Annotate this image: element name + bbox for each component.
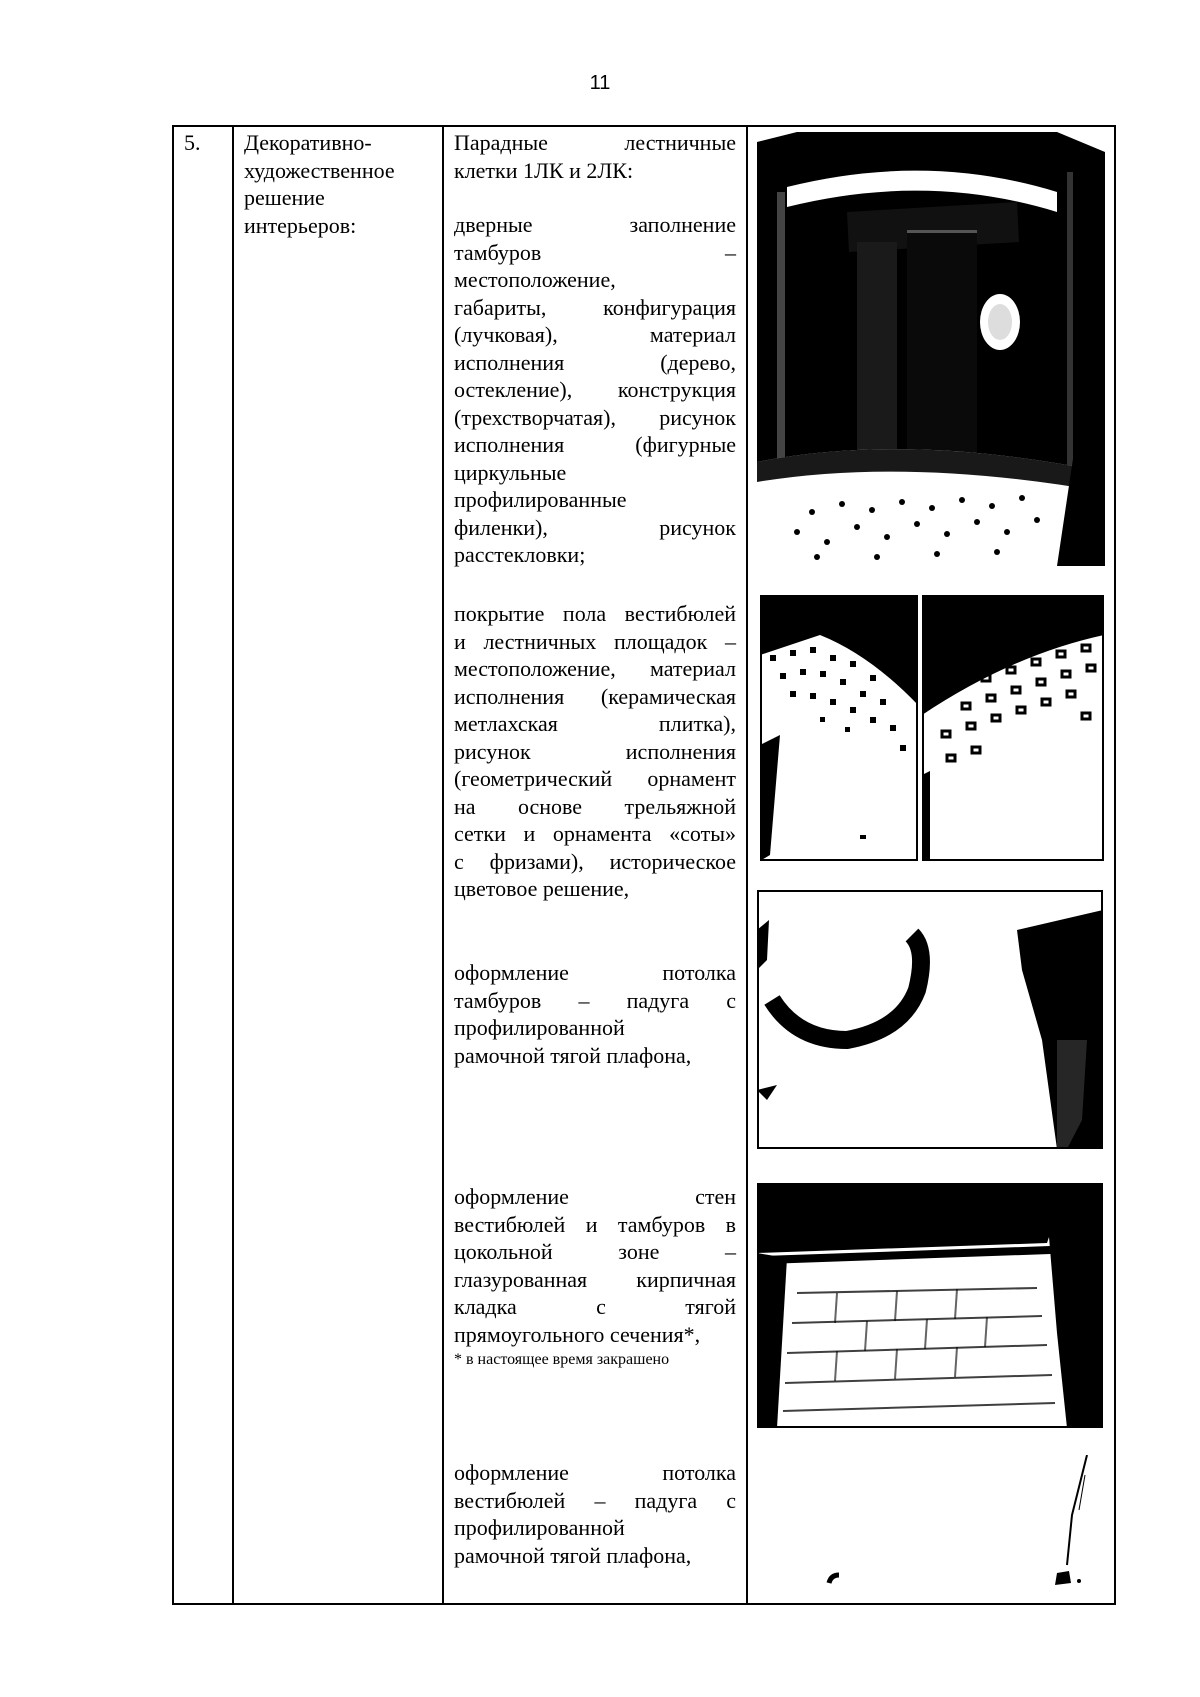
text-line: глазурованная кирпичная <box>454 1266 736 1292</box>
page-number: 11 <box>589 72 611 94</box>
text-line: филенки), рисунок <box>454 514 736 540</box>
text-line: местоположение, материал <box>454 656 736 681</box>
text-line: цокольной зоне – <box>454 1239 736 1264</box>
text-line: профилированные <box>454 487 627 512</box>
text-line: с фризами), историческое <box>454 848 736 874</box>
text-line: вестибюлей и тамбуров в <box>454 1211 736 1237</box>
column-divider-1 <box>232 125 234 1605</box>
text-line: (лучковая), материал <box>454 322 736 347</box>
intro-line: Парадные лестничные <box>454 130 736 155</box>
floor-tiles-photo-right <box>922 595 1104 861</box>
heading-line: Декоративно- <box>244 130 372 155</box>
text-line: метлахская плитка), <box>454 711 736 736</box>
text-line: исполнения (дерево, <box>454 349 736 375</box>
vestibule-ceiling-photo <box>757 890 1103 1149</box>
text-line: цветовое решение, <box>454 876 630 901</box>
heading-line: художественное <box>244 157 395 183</box>
text-line: исполнения (фигурные <box>454 432 736 457</box>
column-divider-3 <box>746 125 748 1605</box>
row-index: 5. <box>184 130 201 155</box>
text-line: тамбуров – <box>454 239 736 265</box>
text-line: рисунок исполнения <box>454 738 736 764</box>
text-line: профилированной <box>454 1515 625 1540</box>
table-top-border <box>172 125 1116 127</box>
text-line: профилированной <box>454 1015 625 1040</box>
text-line: дверные заполнение <box>454 212 736 237</box>
intro-line: клетки 1ЛК и 2ЛК: <box>454 157 634 183</box>
text-line: на основе трельяжной <box>454 793 736 819</box>
heading-line: интерьеров: <box>244 212 357 238</box>
text-line: кладка с тягой <box>454 1294 736 1319</box>
table-left-border <box>172 125 174 1605</box>
text-line: циркульные <box>454 459 567 485</box>
text-line: местоположение, <box>454 267 616 292</box>
text-line: оформление потолка <box>454 960 736 985</box>
text-line: (геометрический орнамент <box>454 766 736 791</box>
text-line: рамочной тягой плафона, <box>454 1542 692 1568</box>
text-line: габариты, конфигурация <box>454 294 736 320</box>
vestibule-doors-photo <box>757 132 1105 566</box>
floor-tiles-photo-left <box>760 595 918 861</box>
text-line: сетки и орнамента «соты» <box>454 821 736 846</box>
text-line: и лестничных площадок – <box>454 628 736 654</box>
text-line: оформление потолка <box>454 1460 736 1485</box>
text-line: вестибюлей – падуга с <box>454 1487 736 1513</box>
text-line: (трехстворчатая), рисунок <box>454 404 736 430</box>
heading-line: решение <box>244 185 325 210</box>
table-bottom-border <box>172 1603 1116 1605</box>
brick-wall-photo <box>757 1183 1103 1428</box>
table-right-border <box>1114 125 1116 1605</box>
text-line: оформление стен <box>454 1184 736 1209</box>
lobby-ceiling-photo <box>757 1455 1103 1595</box>
text-line: исполнения (керамическая <box>454 683 736 709</box>
footnote: * в настоящее время закрашено <box>454 1351 670 1368</box>
text-line: покрытие пола вестибюлей <box>454 601 736 626</box>
column-divider-2 <box>442 125 444 1605</box>
text-line: расстекловки; <box>454 542 586 567</box>
text-line: остекление), конструкция <box>454 377 736 402</box>
text-line: рамочной тягой плафона, <box>454 1042 692 1068</box>
text-line: тамбуров – падуга с <box>454 987 736 1013</box>
text-line: прямоугольного сечения*, <box>454 1321 701 1347</box>
